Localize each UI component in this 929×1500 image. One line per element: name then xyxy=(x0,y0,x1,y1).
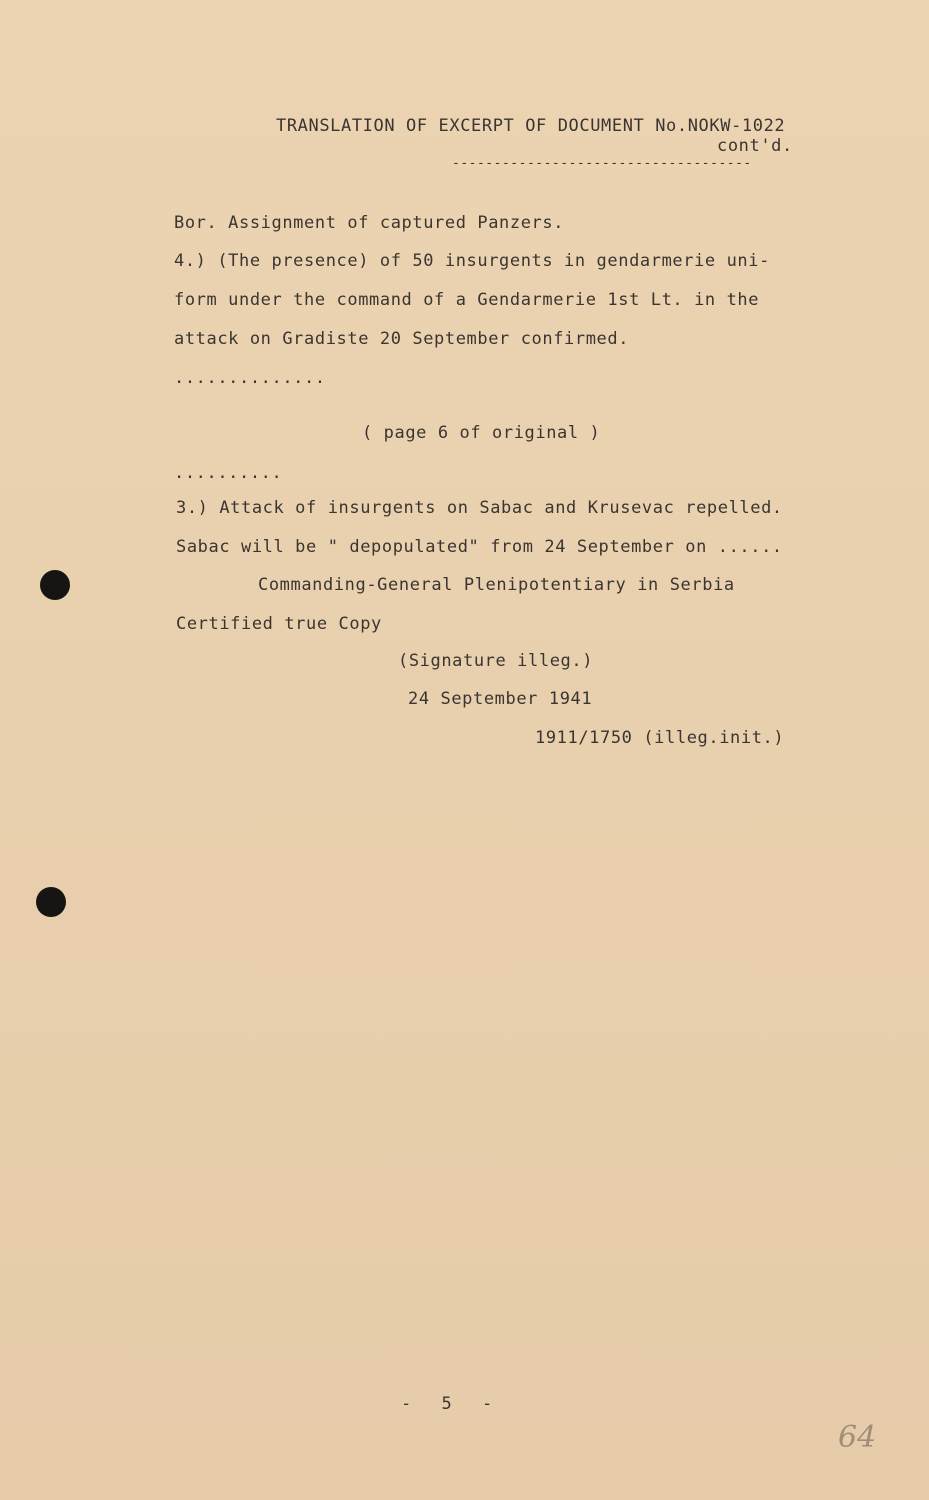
header-rule: ------------------------------------ xyxy=(452,156,752,171)
contd-label: cont'd. xyxy=(717,136,793,156)
signature-date: 24 September 1941 xyxy=(408,689,593,709)
body-line-4: attack on Gradiste 20 September confirmed. xyxy=(174,329,630,349)
reference-number: 1911/1750 (illeg.init.) xyxy=(535,728,785,748)
punch-hole-top xyxy=(40,570,70,600)
page-number: - 5 - xyxy=(401,1394,503,1414)
page-note: ( page 6 of original ) xyxy=(362,423,601,443)
body-line-2: 4.) (The presence) of 50 insurgents in gendarmerie uni- xyxy=(174,251,770,271)
punch-hole-bottom xyxy=(36,887,66,917)
ellipsis-row-1: .............. xyxy=(174,368,326,388)
signature-note: (Signature illeg.) xyxy=(398,651,594,671)
body-line-3: form under the command of a Gendarmerie 1st Lt. in the xyxy=(174,290,760,310)
document-title: TRANSLATION OF EXCERPT OF DOCUMENT No.NOKW-1022 xyxy=(276,116,786,136)
body-line-6: Sabac will be " depopulated" from 24 September on ...... xyxy=(176,537,783,557)
certified-copy: Certified true Copy xyxy=(176,614,382,634)
body-line-1: Bor. Assignment of captured Panzers. xyxy=(174,213,565,233)
ellipsis-row-2: .......... xyxy=(174,463,283,483)
handwritten-page-number: 64 xyxy=(838,1420,877,1455)
signatory-title: Commanding-General Plenipotentiary in Serbia xyxy=(258,575,735,595)
body-line-5: 3.) Attack of insurgents on Sabac and Krusevac repelled. xyxy=(176,498,783,518)
